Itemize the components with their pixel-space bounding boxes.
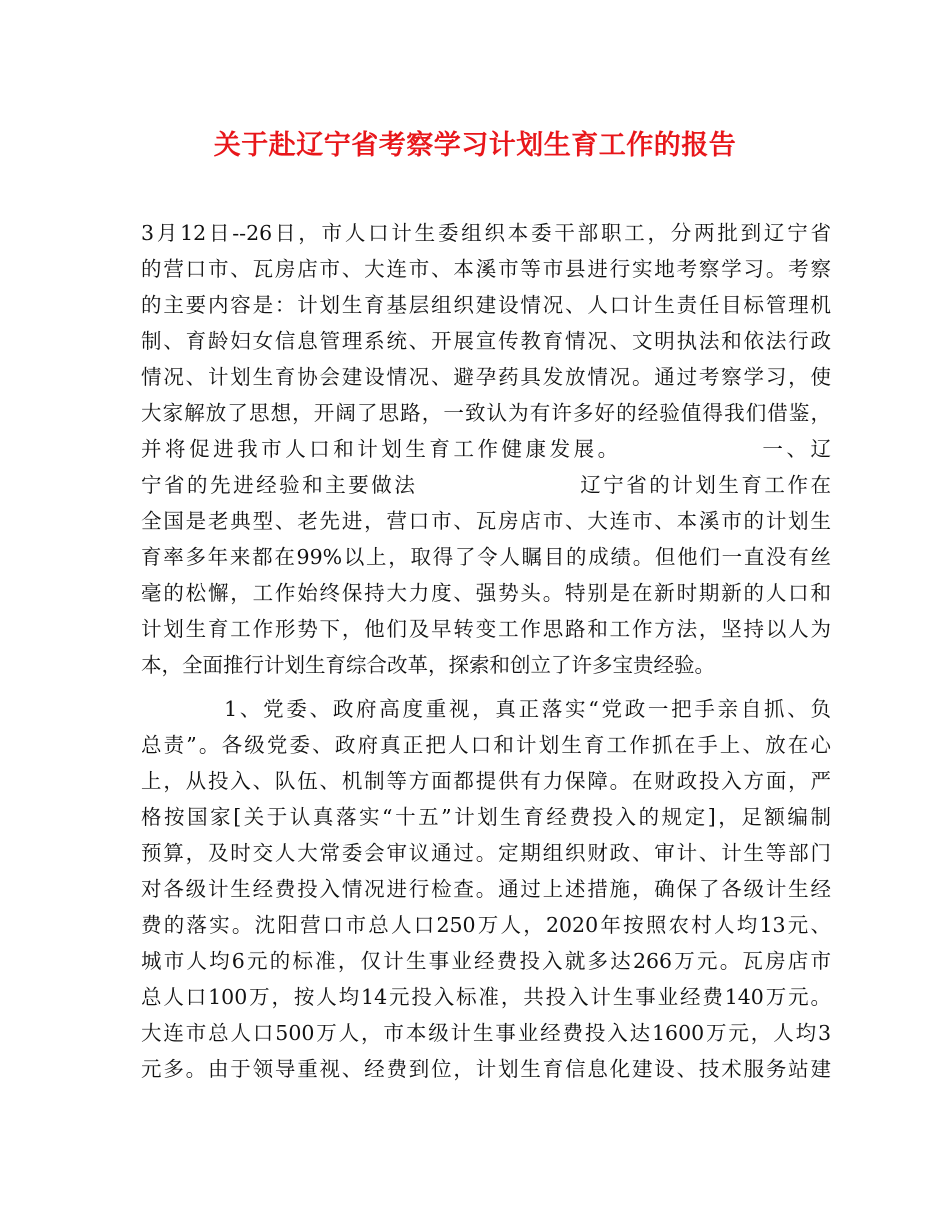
body-line: 对各级计生经费投入情况进行检查。通过上述措施，确保了各级计生经 xyxy=(141,877,831,901)
body-line: 元多。由于领导重视、经费到位，计划生育信息化建设、技术服务站建 xyxy=(141,1057,831,1081)
body-line: 大连市总人口500万人，市本级计生事业经费投入达1600万元，人均3 xyxy=(141,1021,831,1045)
document-title: 关于赴辽宁省考察学习计划生育工作的报告 xyxy=(213,130,737,161)
body-line: 并将促进我市人口和计划生育工作健康发展。 一、辽 xyxy=(141,437,831,461)
body-line: 宁省的先进经验和主要做法 辽宁省的计划生育工作在 xyxy=(141,473,831,497)
body-line: 本，全面推行计划生育综合改革，探索和创立了许多宝贵经验。 xyxy=(141,653,715,677)
body-line: 制、育龄妇女信息管理系统、开展宣传教育情况、文明执法和依法行政 xyxy=(141,329,831,353)
body-line: 1、党委、政府高度重视，真正落实“党政一把手亲自抓、负 xyxy=(141,697,831,721)
body-line: 总责”。各级党委、政府真正把人口和计划生育工作抓在手上、放在心 xyxy=(141,733,831,757)
body-line: 的营口市、瓦房店市、大连市、本溪市等市县进行实地考察学习。考察 xyxy=(141,257,831,281)
body-line: 毫的松懈，工作始终保持大力度、强势头。特别是在新时期新的人口和 xyxy=(141,581,831,605)
body-line: 预算，及时交人大常委会审议通过。定期组织财政、审计、计生等部门 xyxy=(141,841,831,865)
body-line: 总人口100万，按人均14元投入标准，共投入计生事业经费140万元。 xyxy=(141,985,831,1009)
body-line: 3月12日--26日，市人口计生委组织本委干部职工，分两批到辽宁省 xyxy=(141,221,831,245)
body-line: 的主要内容是：计划生育基层组织建设情况、人口计生责任目标管理机 xyxy=(141,293,831,317)
body-line: 格按国家[关于认真落实“十五”计划生育经费投入的规定]，足额编制 xyxy=(141,805,831,829)
body-line: 城市人均6元的标准，仅计生事业经费投入就多达266万元。瓦房店市 xyxy=(141,949,831,973)
body-line: 全国是老典型、老先进，营口市、瓦房店市、大连市、本溪市的计划生 xyxy=(141,509,831,533)
body-line: 育率多年来都在99%以上，取得了令人瞩目的成绩。但他们一直没有丝 xyxy=(141,545,831,569)
body-line: 费的落实。沈阳营口市总人口250万人，2020年按照农村人均13元、 xyxy=(141,913,831,937)
body-line: 上，从投入、队伍、机制等方面都提供有力保障。在财政投入方面，严 xyxy=(141,769,831,793)
body-line: 大家解放了思想，开阔了思路，一致认为有许多好的经验值得我们借鉴， xyxy=(141,401,831,425)
body-line: 计划生育工作形势下，他们及早转变工作思路和工作方法，坚持以人为 xyxy=(141,617,831,641)
body-line: 情况、计划生育协会建设情况、避孕药具发放情况。通过考察学习，使 xyxy=(141,365,831,389)
